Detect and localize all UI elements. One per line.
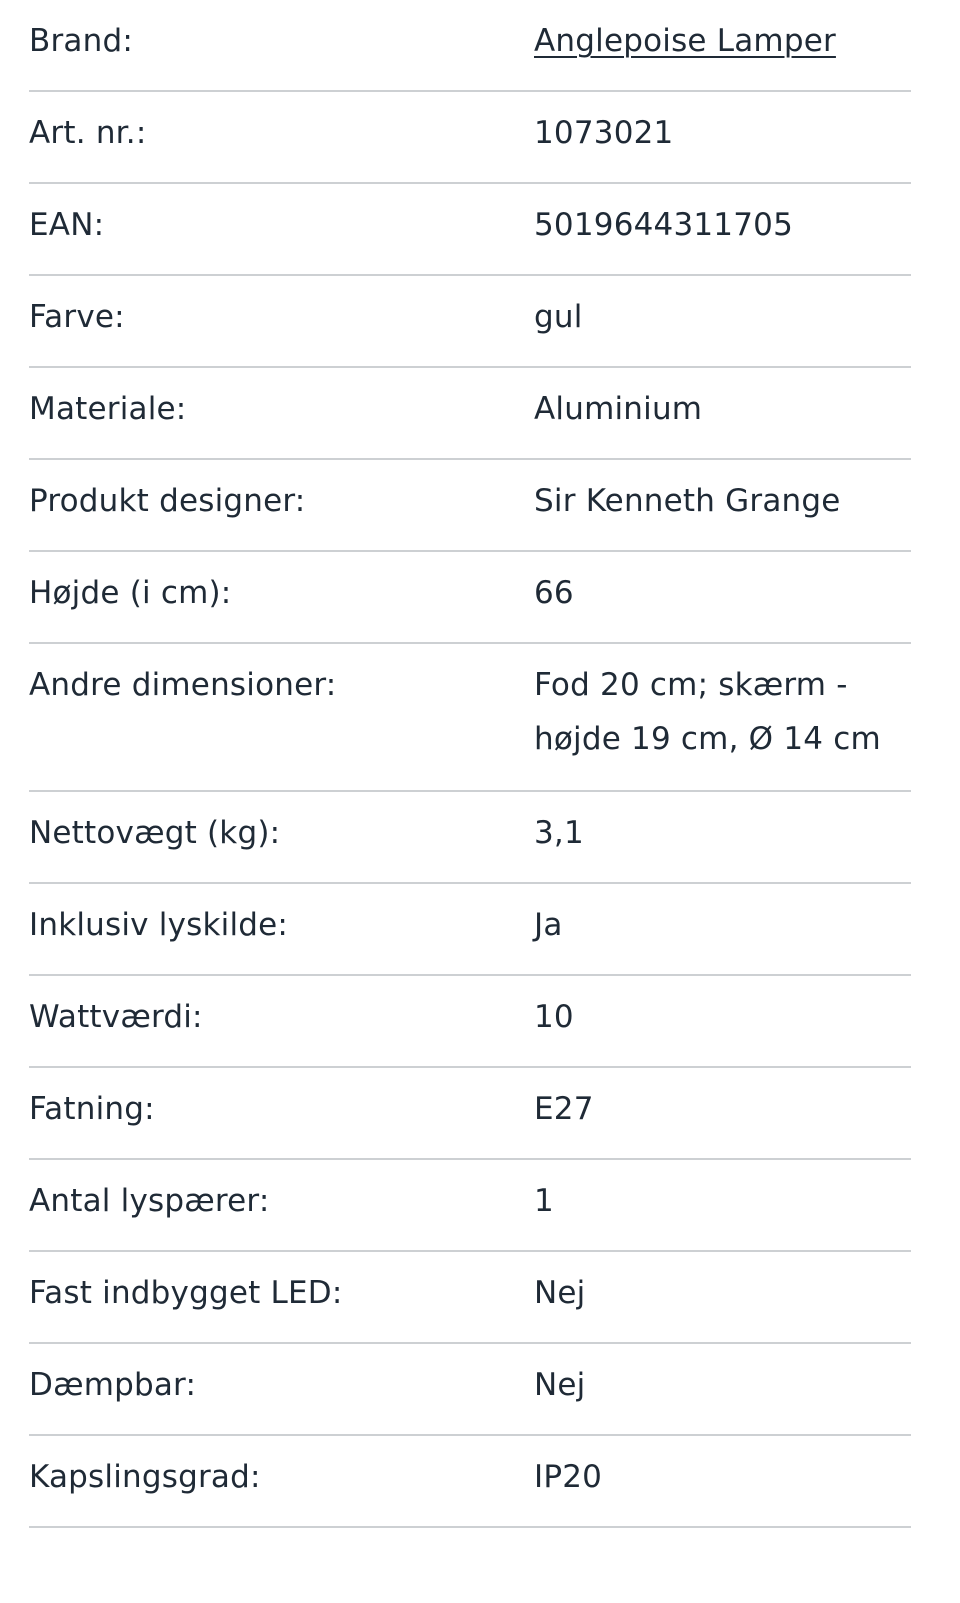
spec-row-dimensioner — [29, 644, 911, 792]
spec-label: Fast indbygget LED: — [29, 1275, 343, 1311]
spec-value: 3,1 — [534, 815, 584, 851]
spec-label: Dæmpbar: — [29, 1367, 197, 1403]
spec-row-designer — [29, 460, 911, 552]
spec-value: 10 — [534, 999, 574, 1035]
spec-value: IP20 — [534, 1459, 603, 1495]
spec-label: Andre dimensioner: — [29, 667, 337, 703]
spec-value: Sir Kenneth Grange — [534, 483, 841, 519]
spec-label: Wattværdi: — [29, 999, 203, 1035]
spec-label: Brand: — [29, 23, 133, 59]
spec-row-farve — [29, 276, 911, 368]
spec-label: Farve: — [29, 299, 125, 335]
spec-row-lyskilde — [29, 884, 911, 976]
spec-value: Aluminium — [534, 391, 703, 427]
brand-link[interactable]: Anglepoise Lamper — [534, 23, 836, 59]
spec-row-ean — [29, 184, 911, 276]
spec-label: Art. nr.: — [29, 115, 147, 151]
spec-value: 5019644311705 — [534, 207, 794, 243]
spec-row-wattvaerdi — [29, 976, 911, 1068]
spec-row-nettovaegt — [29, 792, 911, 884]
spec-label: Materiale: — [29, 391, 187, 427]
spec-row-art-nr — [29, 92, 911, 184]
spec-value: E27 — [534, 1091, 594, 1127]
spec-value: 66 — [534, 575, 574, 611]
spec-label: Fatning: — [29, 1091, 155, 1127]
spec-row-brand — [29, 0, 911, 92]
spec-value: 1 — [534, 1183, 554, 1219]
spec-value: 1073021 — [534, 115, 674, 151]
spec-row-led — [29, 1252, 911, 1344]
spec-row-materiale — [29, 368, 911, 460]
spec-row-lyspaerer — [29, 1160, 911, 1252]
spec-label: Inklusiv lyskilde: — [29, 907, 289, 943]
spec-row-daempbar — [29, 1344, 911, 1436]
spec-label: Højde (i cm): — [29, 575, 232, 611]
spec-label: Antal lyspærer: — [29, 1183, 270, 1219]
spec-value: Nej — [534, 1367, 586, 1403]
spec-value: Fod 20 cm; skærm - højde 19 cm, Ø 14 cm — [534, 667, 881, 757]
spec-label: Kapslingsgrad: — [29, 1459, 261, 1495]
spec-label: Nettovægt (kg): — [29, 815, 281, 851]
spec-row-kapslingsgrad — [29, 1436, 911, 1528]
spec-label: Produkt designer: — [29, 483, 306, 519]
spec-row-hojde — [29, 552, 911, 644]
spec-row-fatning — [29, 1068, 911, 1160]
spec-value: gul — [534, 299, 583, 335]
spec-value: Ja — [534, 907, 563, 943]
product-specs-list — [29, 0, 911, 1528]
spec-label: EAN: — [29, 207, 105, 243]
spec-value: Nej — [534, 1275, 586, 1311]
